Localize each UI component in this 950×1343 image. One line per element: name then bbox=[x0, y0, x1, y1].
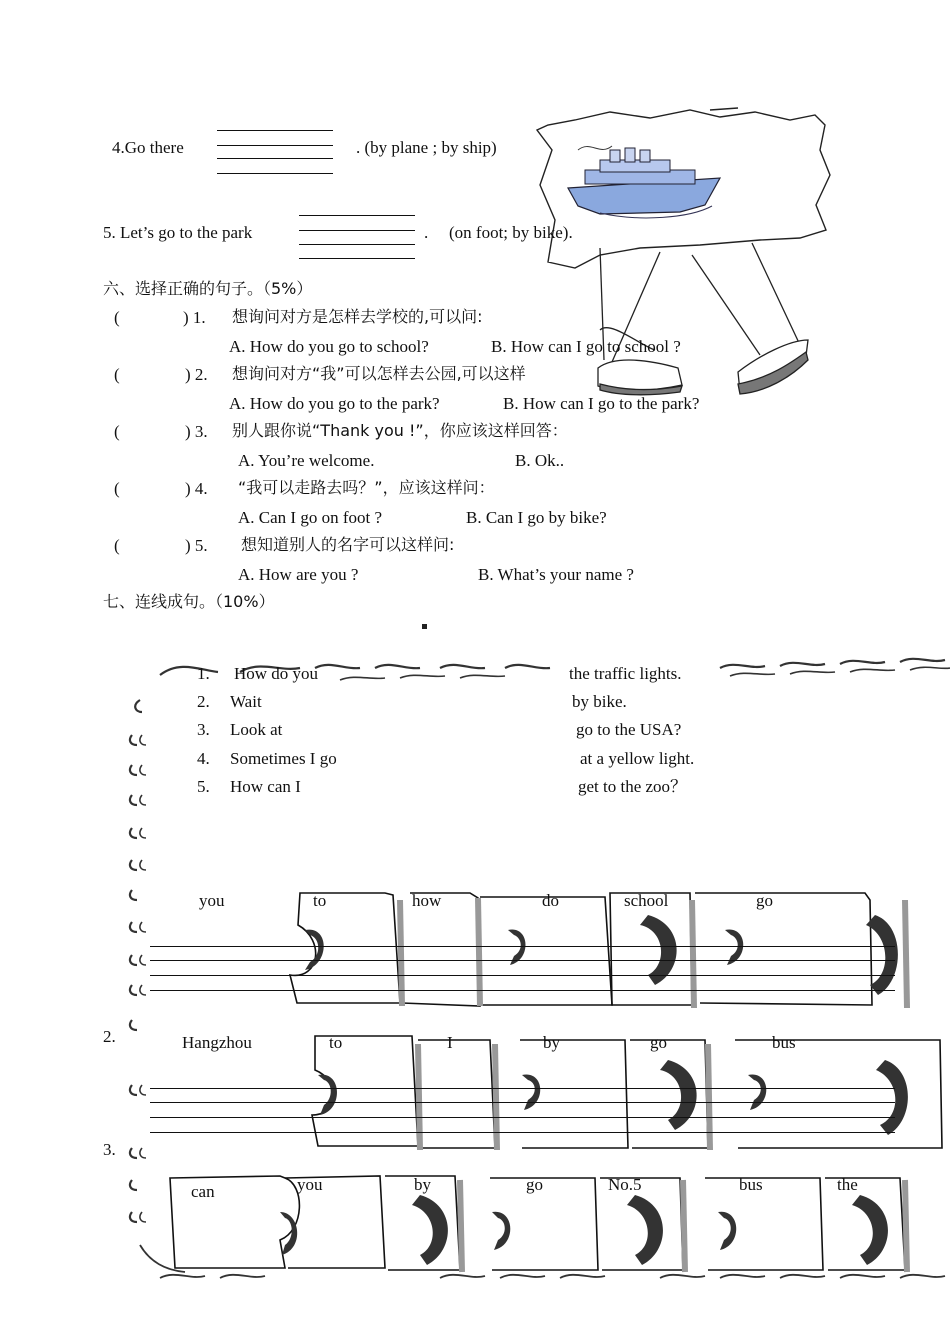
item-number: ) 1. bbox=[183, 308, 206, 327]
puzzle-word: go bbox=[756, 891, 773, 910]
q4-suffix: . (by plane ; by ship) bbox=[356, 138, 497, 157]
q4-prefix: 4.Go there bbox=[112, 138, 184, 157]
match-left-num-5: 5. bbox=[197, 777, 210, 796]
answer-bracket[interactable]: ( bbox=[114, 536, 120, 555]
match-left-3[interactable]: Look at bbox=[230, 720, 283, 739]
answer-bracket[interactable]: ( bbox=[114, 422, 120, 441]
puzzle-word: Hangzhou bbox=[182, 1033, 252, 1052]
item-number: ) 5. bbox=[185, 536, 208, 555]
section7-title: 七、连线成句。（10%） bbox=[103, 592, 275, 611]
match-right-3[interactable]: go to the USA? bbox=[576, 720, 682, 739]
q5-prefix: 5. Let’s go to the park bbox=[103, 223, 253, 242]
match-left-num-2: 2. bbox=[197, 692, 210, 711]
puzzle-word: to bbox=[313, 891, 327, 910]
item-number: ) 2. bbox=[185, 365, 208, 384]
option-b: B. Ok.. bbox=[515, 451, 565, 470]
option-a: A. How are you ? bbox=[238, 565, 359, 584]
question-text: 想询问对方“我”可以怎样去公园,可以这样 bbox=[232, 364, 526, 383]
puzzle-word: you bbox=[297, 1175, 323, 1194]
q5-dot: . bbox=[424, 223, 429, 242]
puzzle-word: bus bbox=[772, 1033, 796, 1052]
puzzle-word: by bbox=[414, 1175, 431, 1194]
answer-bracket[interactable]: ( bbox=[114, 365, 120, 384]
answer-bracket[interactable]: ( bbox=[114, 308, 120, 327]
puzzle-word: how bbox=[412, 891, 442, 910]
match-left-2[interactable]: Wait bbox=[230, 692, 262, 711]
option-a: A. Can I go on foot ? bbox=[238, 508, 383, 527]
option-a: A. How do you go to the park? bbox=[229, 394, 440, 413]
item-number: ) 4. bbox=[185, 479, 208, 498]
match-right-2[interactable]: by bike. bbox=[572, 692, 627, 711]
puzzle-word: can bbox=[191, 1182, 215, 1201]
option-b: B. How can I go to school ? bbox=[491, 337, 681, 356]
writing-lines-row-2[interactable] bbox=[150, 1088, 895, 1132]
match-left-num-3: 3. bbox=[197, 720, 210, 739]
question-text: 想询问对方是怎样去学校的,可以问: bbox=[232, 307, 483, 326]
question-text: 想知道别人的名字可以这样问: bbox=[241, 535, 455, 554]
question-text: 别人跟你说“Thank you !”，你应该这样回答： bbox=[232, 421, 568, 440]
match-left-5[interactable]: How can I bbox=[230, 777, 301, 796]
q5-hint: (on foot; by bike). bbox=[449, 223, 573, 242]
option-a: A. How do you go to school? bbox=[229, 337, 429, 356]
puzzle-word: bus bbox=[739, 1175, 763, 1194]
puzzle-word: the bbox=[837, 1175, 858, 1194]
match-left-num-4: 4. bbox=[197, 749, 210, 768]
puzzle-word: you bbox=[199, 891, 225, 910]
match-right-1[interactable]: the traffic lights. bbox=[569, 664, 682, 683]
puzzle-word: do bbox=[542, 891, 559, 910]
section6-title: 六、选择正确的句子。（5%） bbox=[103, 279, 313, 298]
puzzle-word: by bbox=[543, 1033, 560, 1052]
match-left-1[interactable]: How do you bbox=[234, 664, 319, 683]
match-left-4[interactable]: Sometimes I go bbox=[230, 749, 337, 768]
puzzle-word: to bbox=[329, 1033, 343, 1052]
puzzle-tabs-row-3 bbox=[280, 1195, 888, 1265]
puzzle-word: go bbox=[526, 1175, 543, 1194]
writing-lines-row-1[interactable] bbox=[150, 946, 895, 990]
ship-icon bbox=[568, 146, 720, 218]
puzzle-row-number: 3. bbox=[103, 1140, 116, 1159]
option-a: A. You’re welcome. bbox=[238, 451, 375, 470]
option-b: B. What’s your name ? bbox=[478, 565, 634, 584]
match-right-5[interactable]: get to the zoo？ bbox=[578, 777, 688, 796]
item-number: ) 3. bbox=[185, 422, 208, 441]
option-b: B. How can I go to the park? bbox=[503, 394, 700, 413]
option-b: B. Can I go by bike? bbox=[466, 508, 607, 527]
puzzle-word: school bbox=[624, 891, 669, 910]
answer-bracket[interactable]: ( bbox=[114, 479, 120, 498]
match-left-num-1: 1. bbox=[197, 664, 210, 683]
puzzle-word: I bbox=[447, 1033, 453, 1052]
puzzle-word: go bbox=[650, 1033, 667, 1052]
puzzle-word: No.5 bbox=[608, 1175, 642, 1194]
puzzle-row-number: 2. bbox=[103, 1027, 116, 1046]
question-text: “我可以走路去吗？”，应该这样问： bbox=[238, 478, 495, 497]
match-right-4[interactable]: at a yellow light. bbox=[580, 749, 695, 768]
